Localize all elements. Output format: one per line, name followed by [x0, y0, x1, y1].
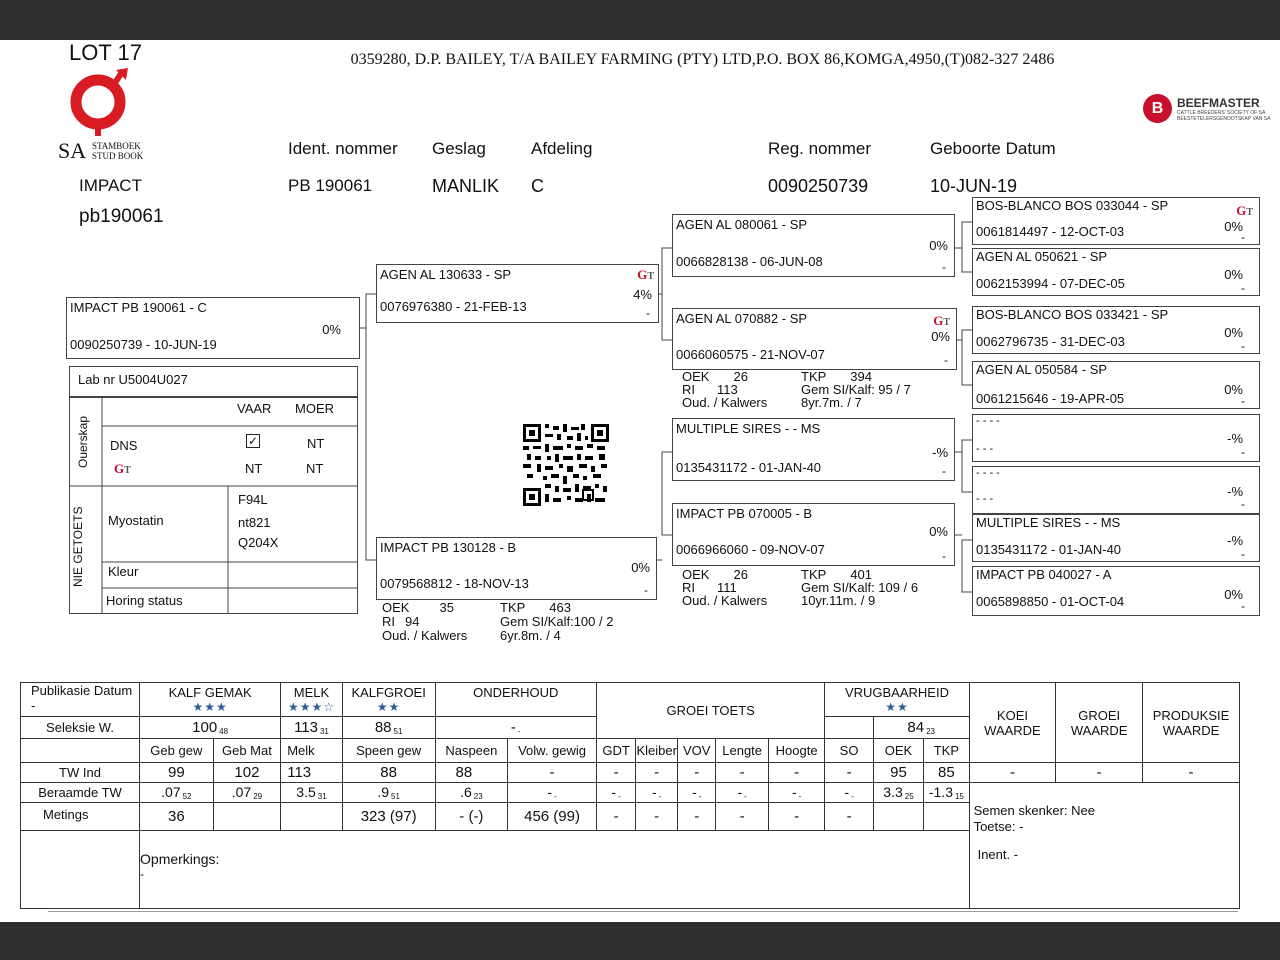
- tw-value: 88: [435, 763, 508, 783]
- tw-value: -: [636, 763, 678, 783]
- melk-label: MELK: [293, 685, 330, 700]
- seleksie-kalfgroei: 88 $_{51}$: [342, 717, 435, 739]
- dam-sire-pct: -%: [932, 445, 948, 460]
- gt-icon: GT: [637, 267, 654, 282]
- animal-code: pb190061: [79, 206, 164, 227]
- tw-value: -: [768, 763, 824, 783]
- dam-sire-title: MULTIPLE SIRES - - MS: [676, 421, 821, 436]
- kleur-label: Kleur: [108, 564, 139, 579]
- kalf-gemak-label: KALF GEMAK: [168, 685, 252, 700]
- metings-label: Metings: [21, 803, 140, 831]
- ggp-dash: -: [1241, 230, 1245, 244]
- produksie-waarde-cell: PRODUKSIE WAARDE: [1143, 683, 1240, 763]
- btw-cell: - $_-$: [508, 783, 597, 803]
- btw-cell: - $_-$: [825, 783, 873, 803]
- btw-cell: .9 $_{51}$: [342, 783, 435, 803]
- myostatin-f94l: F94L: [238, 492, 268, 507]
- dns-label: DNS: [110, 438, 138, 453]
- melk-stars: ★★★☆: [287, 700, 335, 714]
- col-header: Geb Mat: [213, 739, 281, 763]
- vrugbaarheid-label: VRUGBAARHEID: [844, 685, 949, 700]
- metings-value: 323 (97): [342, 803, 435, 831]
- toetse: Toetse: -: [973, 818, 1024, 834]
- onderhoud-cell: ONDERHOUD: [435, 683, 596, 717]
- section-header: Afdeling: [531, 139, 593, 158]
- stamboek-text: STAMBOEK: [92, 141, 141, 151]
- tw-value: 88: [342, 763, 435, 783]
- pub-date-cell: [21, 683, 140, 717]
- ggp-pct: -%: [1227, 484, 1243, 499]
- tw-value: -: [678, 763, 716, 783]
- seleksie-label: Seleksie W.: [21, 717, 140, 739]
- groei-waarde-cell: GROEI WAARDE: [1056, 683, 1143, 763]
- metings-value: [213, 803, 281, 831]
- ggp-reg: - - -: [976, 493, 994, 505]
- tw-value: 113: [281, 763, 343, 783]
- btw-cell: - $_-$: [596, 783, 635, 803]
- ggp-pct: -%: [1227, 533, 1243, 548]
- table-row: [21, 803, 1240, 831]
- kalfgroei-label: KALFGROEI: [351, 685, 426, 700]
- btw-cell: .6 $_{23}$: [435, 783, 508, 803]
- btw-cell: - $_-$: [716, 783, 768, 803]
- ggp-reg: 0062153994 - 07-DEC-05: [976, 276, 1125, 291]
- remarks-cell: [140, 831, 970, 909]
- metings-value: 456 (99): [508, 803, 597, 831]
- vrugbaarheid-cell: [825, 683, 969, 717]
- pub-date-value: -: [31, 698, 36, 713]
- birth-value: 10-JUN-19: [930, 176, 1018, 196]
- col-header: Naspeen: [435, 739, 508, 763]
- sire-dam-pct: 0%: [931, 329, 950, 344]
- vrugbaarheid-stars: ★★: [885, 700, 909, 714]
- remarks-blank: [21, 831, 140, 909]
- table-row: [21, 763, 1240, 783]
- sire-sire-dash: -: [942, 260, 946, 274]
- sex-value: MANLIK: [432, 176, 500, 196]
- btw-cell: 3.5 $_{31}$: [281, 783, 343, 803]
- header-blank: [21, 739, 140, 763]
- groei-waarde-value: -: [1056, 763, 1143, 783]
- ggp-title: - - - -: [976, 415, 1000, 427]
- birth-header: Geboorte Datum: [930, 139, 1056, 158]
- ouerskap-label: Ouerskap: [76, 415, 90, 468]
- sire-dam-stats-right: TKP 394 Gem SI/Kalf: 95 / 7 8yr.7m. / 7: [801, 369, 911, 410]
- col-header: Hoogte: [768, 739, 824, 763]
- btw-cell: .07 $_{29}$: [213, 783, 281, 803]
- ident-value: PB 190061: [288, 176, 373, 195]
- btw-cell: - $_-$: [678, 783, 716, 803]
- groei-toets-cell: GROEI TOETS: [596, 683, 824, 739]
- dns-checkbox-icon: ✓: [247, 434, 259, 448]
- col-header: GDT: [596, 739, 635, 763]
- semen-cell: [969, 803, 1239, 909]
- tw-value: 102: [213, 763, 281, 783]
- sire-dam-dash: -: [944, 353, 948, 367]
- dam-title: IMPACT PB 130128 - B: [380, 540, 517, 555]
- studbook-text: STUD BOOK: [92, 151, 144, 161]
- col-header: VOV: [678, 739, 716, 763]
- beefmaster-sub2: BEESTETELERSGENOOTSKAP VAN SA: [1177, 116, 1271, 122]
- remarks-value: -: [140, 867, 145, 881]
- sire-dash: -: [646, 306, 650, 320]
- myostatin-nt821: nt821: [238, 515, 271, 530]
- ggp-dash: -: [1241, 497, 1245, 511]
- col-header: Speen gew: [342, 739, 435, 763]
- melk-cell: [281, 683, 343, 717]
- lab-number: Lab nr U5004U027: [78, 372, 188, 387]
- metings-value: -: [825, 803, 873, 831]
- semen-donor: Semen skenker: Nee: [973, 802, 1095, 818]
- vaar-header: VAAR: [237, 401, 272, 416]
- reg-header: Reg. nommer: [768, 139, 871, 158]
- ggp-reg: 0065898850 - 01-OCT-04: [976, 594, 1125, 609]
- inent: Inent. -: [977, 846, 1019, 862]
- metings-value: -: [596, 803, 635, 831]
- tw-value: 85: [924, 763, 969, 783]
- subject-title: IMPACT PB 190061 - C: [70, 300, 207, 315]
- tw-value: -: [508, 763, 597, 783]
- dam-stats-left: OEK 35 RI 94 Oud. / Kalwers: [382, 600, 468, 643]
- ggp-title: - - - -: [976, 467, 1000, 479]
- table-row: [21, 783, 1240, 803]
- gt-icon: GT: [114, 461, 131, 476]
- nie-getoets-label: NIE GETOETS: [71, 506, 85, 587]
- ggp-dash: -: [1241, 394, 1245, 408]
- dam-dash: -: [644, 583, 648, 597]
- section-value: C: [531, 176, 544, 196]
- metings-value: [873, 803, 923, 831]
- produksie-waarde-value: -: [1143, 763, 1240, 783]
- beefmaster-name: BEEFMASTER: [1177, 96, 1260, 110]
- ggp-pct: 0%: [1224, 267, 1243, 282]
- dam-dam-reg: 0066966060 - 09-NOV-07: [676, 542, 825, 557]
- metings-value: -: [678, 803, 716, 831]
- ggp-title: BOS-BLANCO BOS 033044 - SP: [976, 198, 1169, 213]
- subject-reg: 0090250739 - 10-JUN-19: [70, 337, 217, 352]
- dam-dam-stats-left: OEK 26 RI 111 Oud. / Kalwers: [682, 567, 768, 608]
- dam-sire-reg: 0135431172 - 01-JAN-40: [676, 460, 822, 475]
- ggp-pct: -%: [1227, 431, 1243, 446]
- kalf-gemak-stars: ★★★: [192, 700, 228, 714]
- moer-header: MOER: [295, 401, 334, 416]
- col-header: Kleiber: [636, 739, 678, 763]
- ggp-pct: 0%: [1224, 587, 1243, 602]
- ggp-pct: 0%: [1224, 219, 1243, 234]
- ggp-reg: 0062796735 - 31-DEC-03: [976, 334, 1125, 349]
- sire-title: AGEN AL 130633 - SP: [380, 267, 512, 282]
- evaluation-table: [20, 682, 1240, 909]
- tw-value: -: [716, 763, 768, 783]
- btw-cell: - $_-$: [768, 783, 824, 803]
- dam-dam-title: IMPACT PB 070005 - B: [676, 506, 813, 521]
- ggp-title: AGEN AL 050584 - SP: [976, 362, 1108, 377]
- ggp-pct: 0%: [1224, 382, 1243, 397]
- btw-cell: .07 $_{52}$: [140, 783, 214, 803]
- dam-dam-dash: -: [942, 549, 946, 563]
- ggp-dash: -: [1241, 547, 1245, 561]
- sire-dam-title: AGEN AL 070882 - SP: [676, 311, 808, 326]
- seleksie-so-blank: [825, 717, 873, 739]
- col-header: TKP: [924, 739, 969, 763]
- metings-value: [924, 803, 969, 831]
- ggp-reg: 0135431172 - 01-JAN-40: [976, 542, 1122, 557]
- col-header: OEK: [873, 739, 923, 763]
- reg-value: 0090250739: [768, 176, 869, 196]
- beefmaster-sub1: CATTLE BREEDERS' SOCIETY OF SA: [1177, 110, 1266, 116]
- vaar-nt-value: NT: [245, 461, 263, 476]
- metings-value: [281, 803, 343, 831]
- sire-sire-reg: 0066828138 - 06-JUN-08: [676, 254, 823, 269]
- sire-pct: 4%: [633, 287, 652, 302]
- horing-label: Horing status: [106, 593, 183, 608]
- beraamde-tw-label: Beraamde TW: [21, 783, 140, 803]
- sa-text: SA: [58, 138, 87, 163]
- col-header: SO: [825, 739, 873, 763]
- pub-date-label: Publikasie Datum: [31, 683, 133, 698]
- col-header: Geb gew: [140, 739, 214, 763]
- tw-value: -: [596, 763, 635, 783]
- seleksie-kalf: 100 $_{48}$: [140, 717, 281, 739]
- dam-reg: 0079568812 - 18-NOV-13: [380, 576, 529, 591]
- sire-sire-title: AGEN AL 080061 - SP: [676, 217, 808, 232]
- seleksie-onderhoud: - $_-$: [435, 717, 596, 739]
- metings-value: -: [716, 803, 768, 831]
- ggp-reg: 0061215646 - 19-APR-05: [976, 391, 1125, 406]
- dam-dam-pct: 0%: [929, 524, 948, 539]
- myostatin-label: Myostatin: [108, 513, 164, 528]
- myostatin-q204x: Q204X: [238, 535, 279, 550]
- koei-waarde-cell: KOEI WAARDE: [969, 683, 1056, 763]
- breeder-info: 0359280, D.P. BAILEY, T/A BAILEY FARMING (PTY) LTD,P.O. BOX 86,KOMGA,4950,(T)082-327 2486: [350, 51, 1055, 68]
- seleksie-vrugbaarheid: 84 $_{23}$: [873, 717, 969, 739]
- ggp-title: IMPACT PB 040027 - A: [976, 567, 1112, 582]
- ggp-dash: -: [1241, 281, 1245, 295]
- ggp-reg: 0061814497 - 12-OCT-03: [976, 224, 1125, 239]
- tw-ind-label: TW Ind: [21, 763, 140, 783]
- ident-header: Ident. nommer: [288, 139, 398, 158]
- metings-value: 36: [140, 803, 214, 831]
- ggp-reg: - - -: [976, 443, 994, 455]
- dam-pct: 0%: [631, 560, 650, 575]
- ggp-title: MULTIPLE SIRES - - MS: [976, 515, 1121, 530]
- gt-icon: GT: [1236, 203, 1253, 218]
- tw-value: -: [825, 763, 873, 783]
- kalfgroei-cell: [342, 683, 435, 717]
- ggp-dash: -: [1241, 445, 1245, 459]
- tw-value: 95: [873, 763, 923, 783]
- btw-cell: -1.3 $_{15}$: [924, 783, 969, 803]
- sire-sire-pct: 0%: [929, 238, 948, 253]
- sire-dam-stats-left: OEK 26 RI 113 Oud. / Kalwers: [682, 369, 768, 410]
- metings-value: - (-): [435, 803, 508, 831]
- dam-sire-dash: -: [942, 464, 946, 478]
- metings-value: -: [636, 803, 678, 831]
- dam-dam-stats-right: TKP 401 Gem SI/Kalf: 109 / 6 10yr.11m. / 9: [801, 567, 919, 608]
- col-header: Volw. gewig: [508, 739, 597, 763]
- koei-waarde-value: -: [969, 763, 1056, 783]
- dns-moer-value: NT: [307, 436, 325, 451]
- tw-value: 99: [140, 763, 214, 783]
- col-header: Melk: [281, 739, 343, 763]
- gt-icon: GT: [933, 313, 950, 328]
- btw-blank: [969, 783, 1239, 803]
- subject-pct: 0%: [322, 322, 341, 337]
- footer-divider: [48, 911, 1238, 912]
- ggp-dash: -: [1241, 599, 1245, 613]
- ggp-title: AGEN AL 050621 - SP: [976, 249, 1108, 264]
- sire-dam-reg: 0066060575 - 21-NOV-07: [676, 347, 825, 362]
- kalf-gemak-cell: [140, 683, 281, 717]
- ggp-title: BOS-BLANCO BOS 033421 - SP: [976, 307, 1169, 322]
- col-header: Lengte: [716, 739, 768, 763]
- metings-value: -: [768, 803, 824, 831]
- sire-reg: 0076976380 - 21-FEB-13: [380, 299, 527, 314]
- ggp-dash: -: [1241, 339, 1245, 353]
- animal-name: IMPACT: [79, 176, 142, 195]
- kalfgroei-stars: ★★: [376, 700, 401, 714]
- remarks-label: Opmerkings:: [140, 851, 220, 867]
- btw-cell: - $_-$: [636, 783, 678, 803]
- dam-stats-right: TKP 463 Gem SI/Kalf:100 / 2 6yr.8m. / 4: [500, 600, 614, 643]
- beefmaster-b-icon: B: [1143, 94, 1172, 123]
- moer-nt-value: NT: [306, 461, 324, 476]
- ggp-pct: 0%: [1224, 325, 1243, 340]
- seleksie-melk: 113 $_{31}$: [281, 717, 343, 739]
- sex-header: Geslag: [432, 139, 486, 158]
- lot-number: LOT 17: [69, 40, 142, 65]
- btw-cell: 3.3 $_{25}$: [873, 783, 923, 803]
